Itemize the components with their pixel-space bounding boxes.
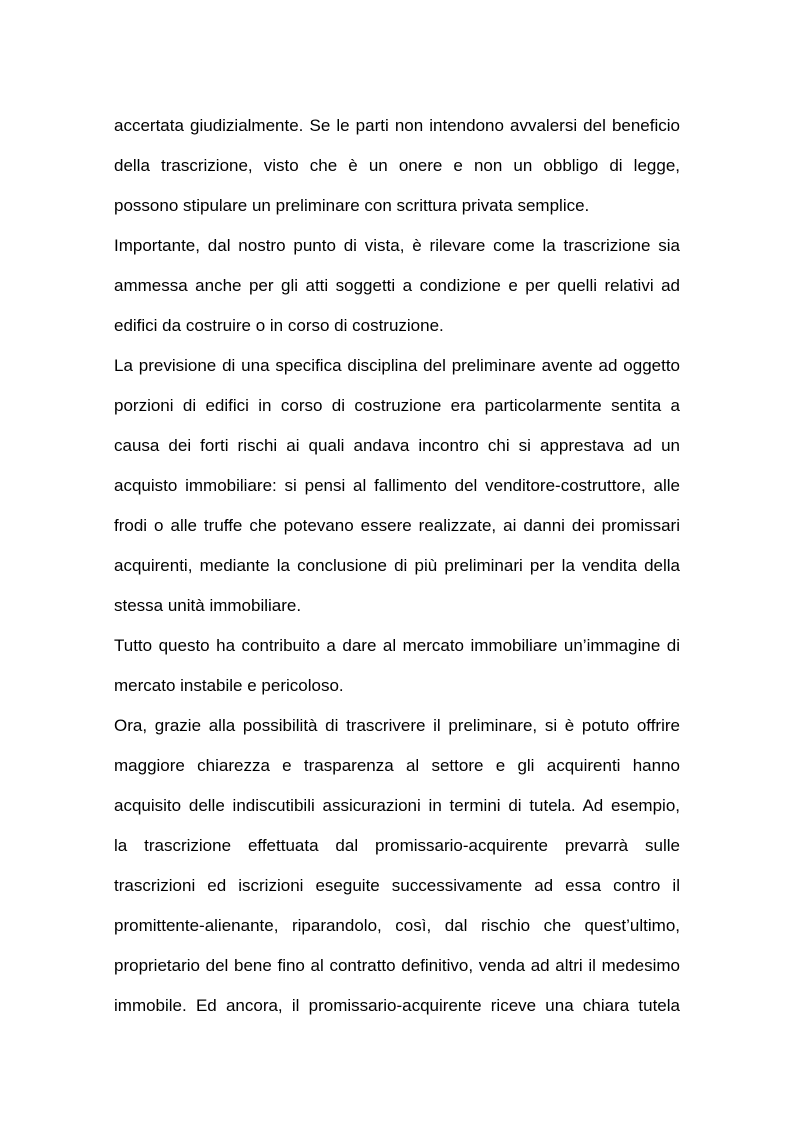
- text-line: frodi o alle truffe che potevano essere realizzate, ai danni dei promissari: [114, 516, 680, 535]
- text-line: ammessa anche per gli atti soggetti a condizione e per quelli relativi ad: [114, 276, 680, 295]
- text-line: accertata giudizialmente. Se le parti non intendono avvalersi del beneficio: [114, 116, 680, 135]
- text-line: acquisto immobiliare: si pensi al fallimento del venditore-costruttore, alle: [114, 476, 680, 495]
- text-line: maggiore chiarezza e trasparenza al settore e gli acquirenti hanno: [114, 756, 680, 775]
- text-line: Ora, grazie alla possibilità di trascrivere il preliminare, si è potuto offrire: [114, 716, 680, 735]
- text-line: promittente-alienante, riparandolo, così, dal rischio che quest’ultimo,: [114, 916, 680, 935]
- text-line: acquirenti, mediante la conclusione di più preliminari per la vendita della: [114, 556, 680, 575]
- text-line: stessa unità immobiliare.: [114, 596, 302, 615]
- text-line: Importante, dal nostro punto di vista, è rilevare come la trascrizione sia: [114, 236, 680, 255]
- text-line: della trascrizione, visto che è un onere e non un obbligo di legge,: [114, 156, 680, 175]
- text-line: possono stipulare un preliminare con scrittura privata semplice.: [114, 196, 590, 215]
- text-line: mercato instabile e pericoloso.: [114, 676, 344, 695]
- text-line: proprietario del bene fino al contratto definitivo, venda ad altri il medesimo: [114, 956, 680, 975]
- text-line: Tutto questo ha contribuito a dare al mercato immobiliare un’immagine di: [114, 636, 680, 655]
- text-line: acquisito delle indiscutibili assicurazioni in termini di tutela. Ad esempio,: [114, 796, 680, 815]
- text-line: la trascrizione effettuata dal promissario-acquirente prevarrà sulle: [114, 836, 680, 855]
- text-line: porzioni di edifici in corso di costruzione era particolarmente sentita a: [114, 396, 680, 415]
- text-line: causa dei forti rischi ai quali andava incontro chi si apprestava ad un: [114, 436, 680, 455]
- text-line: immobile. Ed ancora, il promissario-acquirente riceve una chiara tutela: [114, 996, 680, 1015]
- text-line: La previsione di una specifica disciplina del preliminare avente ad oggetto: [114, 356, 680, 375]
- text-line: edifici da costruire o in corso di costruzione.: [114, 316, 444, 335]
- text-line: trascrizioni ed iscrizioni eseguite successivamente ad essa contro il: [114, 876, 680, 895]
- document-page: [114, 106, 680, 1026]
